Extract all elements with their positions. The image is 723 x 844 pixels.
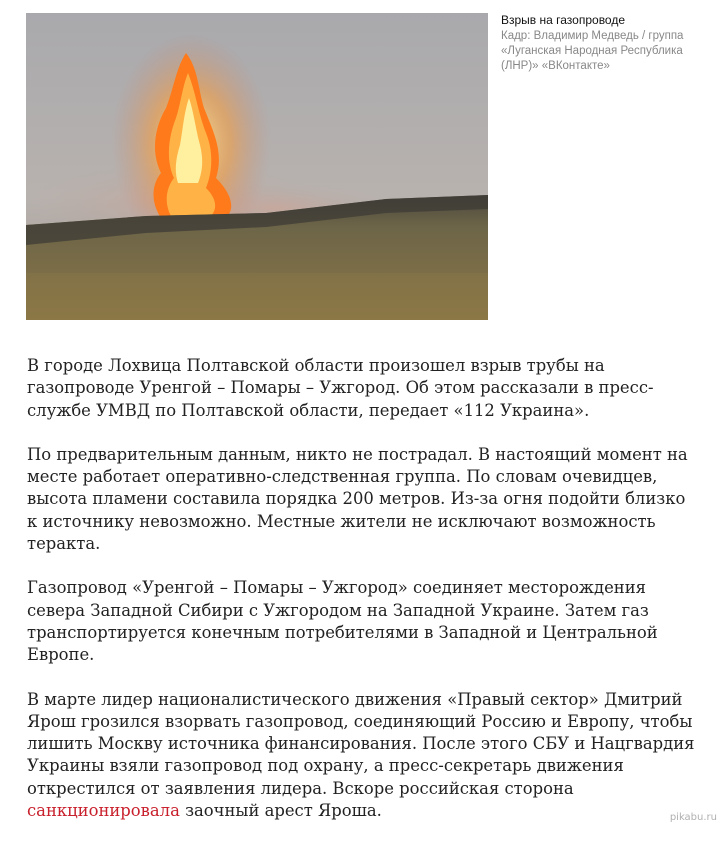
paragraph-2: По предварительным данным, никто не пострадал. В настоящий момент на месте работает оперативно-следственная группа. По словам очевидцев, высота пламени составила порядка 200 метров. Из-за огня подойти близко к источнику невозможно. Местные жители не исключают возможность теракта. bbox=[27, 444, 688, 554]
caption-title: Взрыв на газопроводе bbox=[501, 13, 626, 27]
paragraph-4-text-start: В марте лидер националистического движения «Правый сектор» Дмитрий Ярош грозился взорвать газопровод, соединяющий Россию и Европу, чтобы лишить Москву источника финансирования. После этого СБУ и Нацгвардия Украины взяли газопровод под охрану, а пресс-секретарь движения открестился от заявления лидера. Вскоре российская сторона bbox=[27, 689, 695, 798]
paragraph-3: Газопровод «Уренгой – Помары – Ужгород» соединяет месторождения севера Западной Сибири с Ужгородом на Западной Украине. Затем газ транспортируется конечным потребителями в Западной и Центральной Европе. bbox=[27, 578, 658, 665]
photo-caption bbox=[501, 13, 711, 74]
paragraph-4-text-end: заочный арест Яроша. bbox=[179, 801, 382, 821]
site-watermark: pikabu.ru bbox=[669, 812, 717, 823]
caption-credit: Кадр: Владимир Медведь / группа «Луганская Народная Республика (ЛНР)» «ВКонтакте» bbox=[501, 30, 684, 72]
explosion-photo bbox=[26, 13, 488, 320]
article-photo bbox=[26, 13, 488, 320]
paragraph-1: В городе Лохвица Полтавской области произошел взрыв трубы на газопроводе Уренгой – Помары – Ужгород. Об этом рассказали в пресс-службе УМВД по Полтавской области, передает «112 Украина». bbox=[27, 356, 654, 420]
paragraph-4 bbox=[27, 689, 697, 823]
sanction-link[interactable]: санкционировала bbox=[27, 801, 180, 821]
article-body bbox=[27, 355, 697, 844]
